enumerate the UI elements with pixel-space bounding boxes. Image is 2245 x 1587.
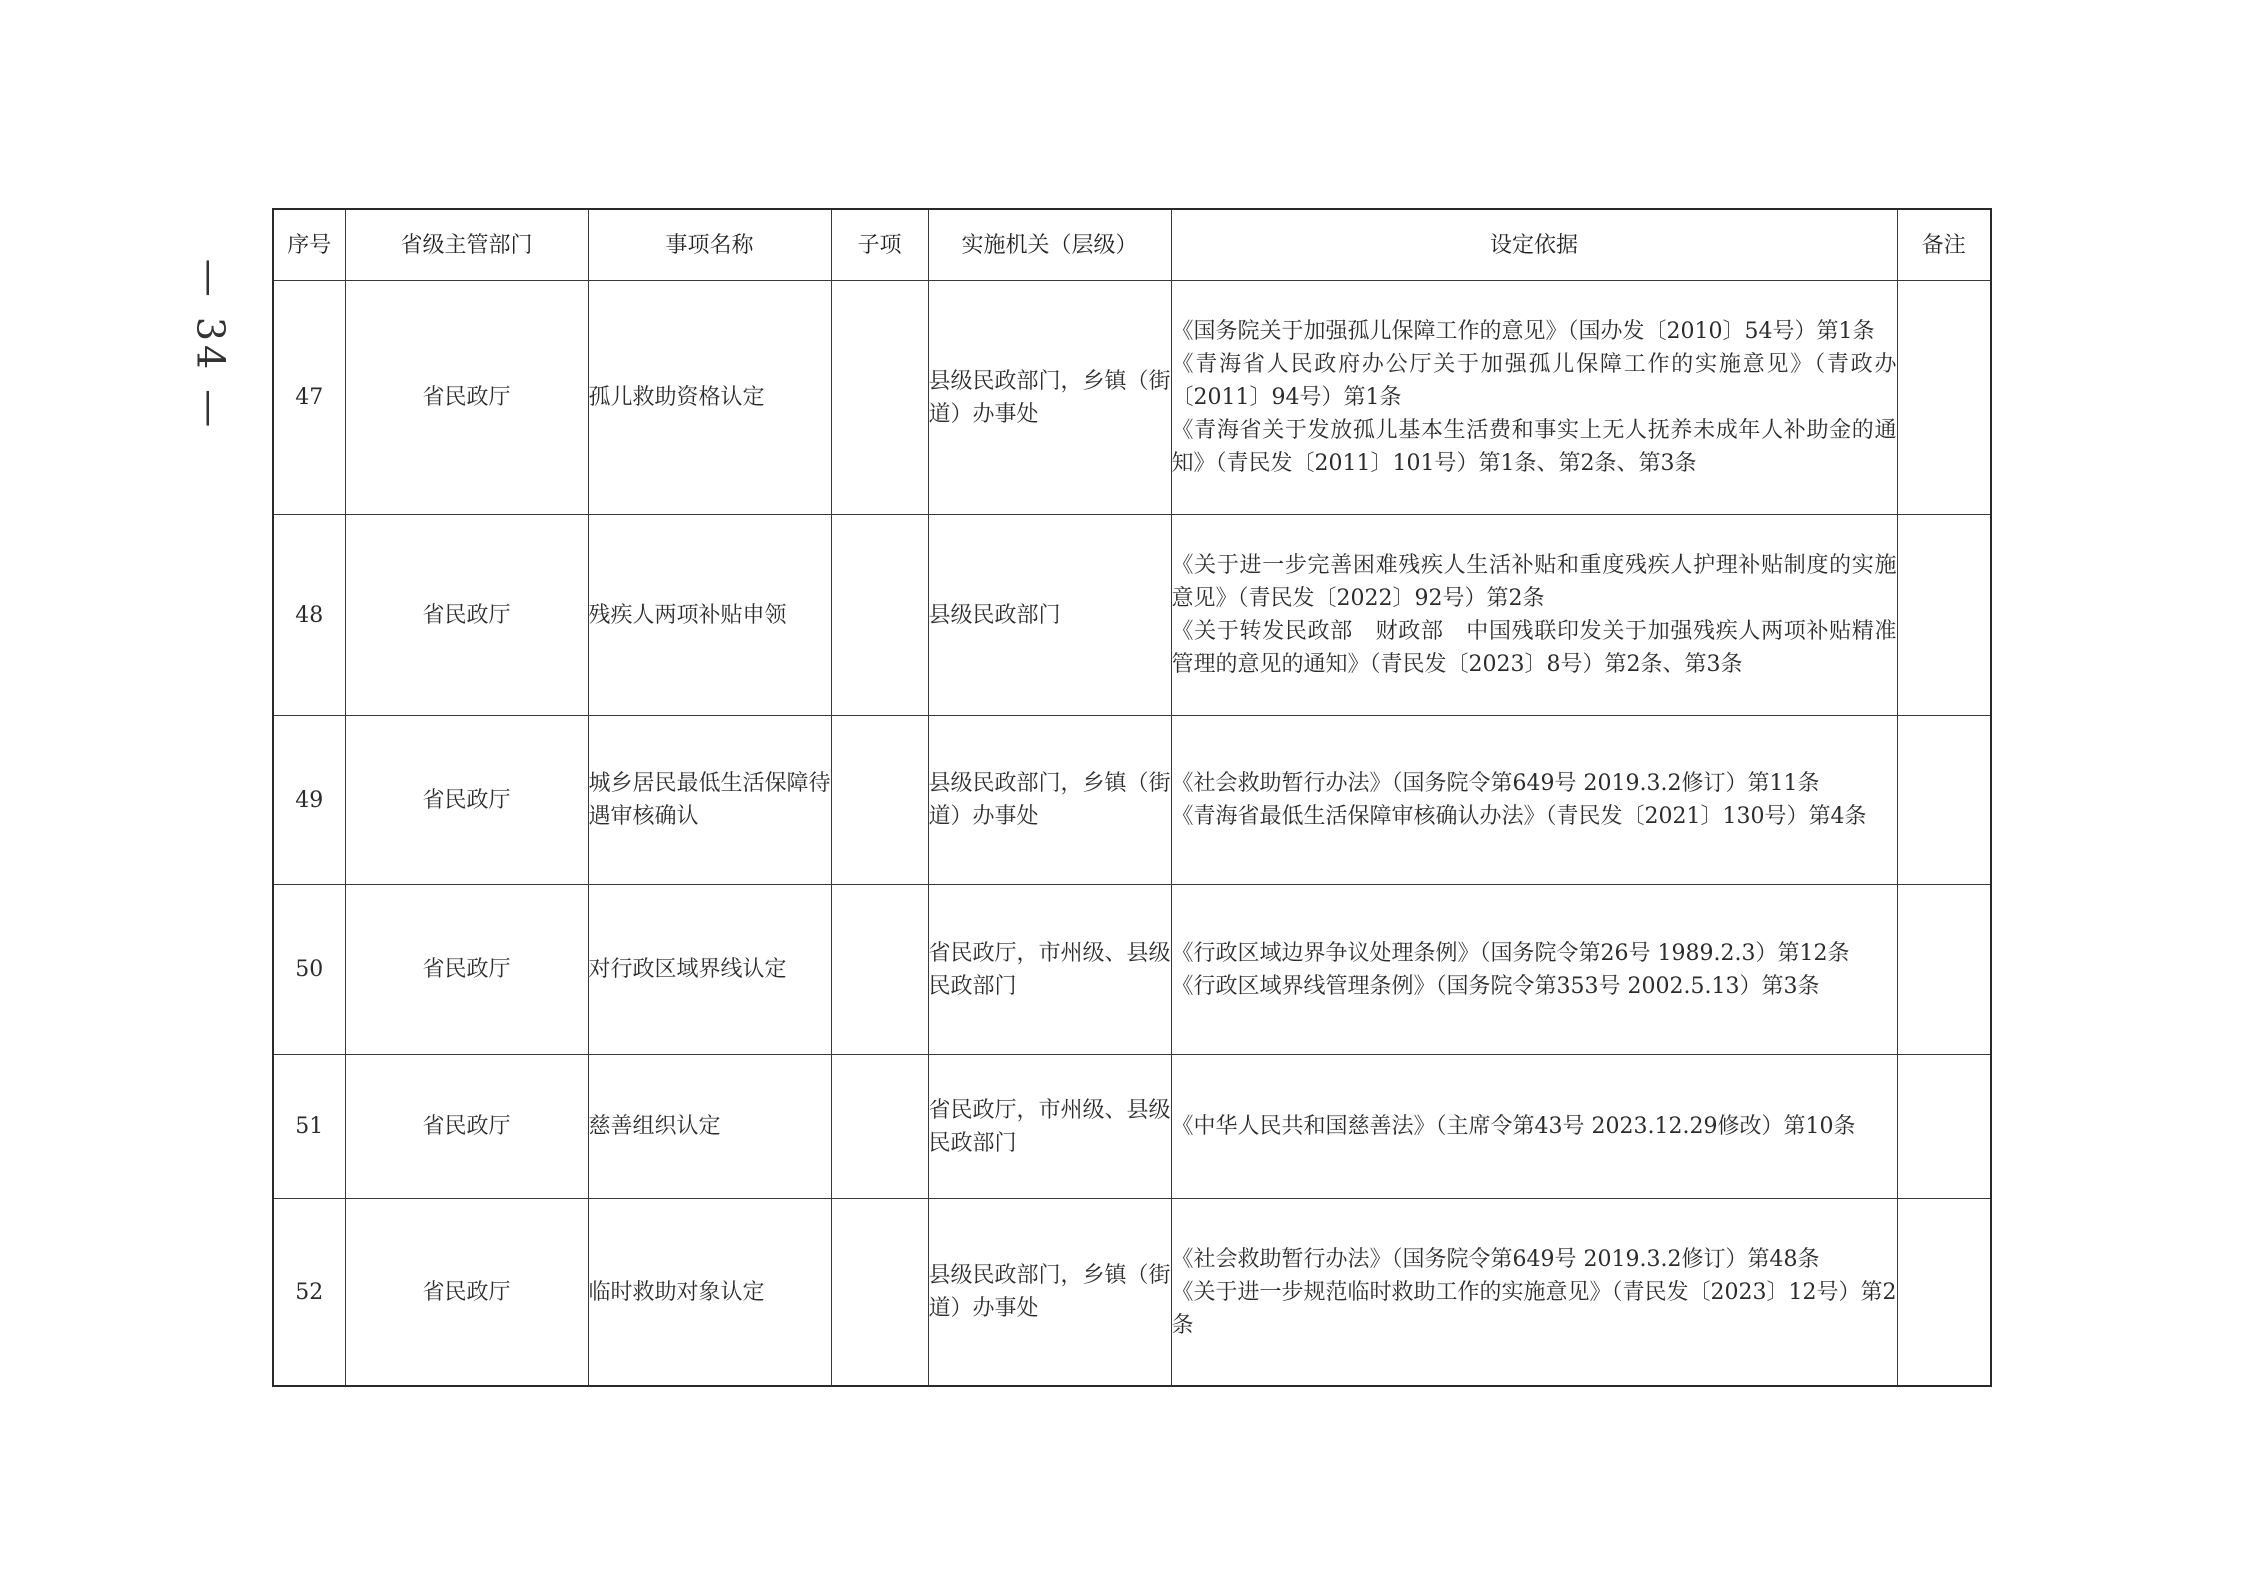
page-number-text: — 34 — [188,258,233,432]
header-org: 实施机关（层级） [928,209,1171,281]
cell-dept: 省民政厅 [345,716,588,885]
basis-line: 《青海省关于发放孤儿基本生活费和事实上无人抚养未成年人补助金的通知》（青民发〔2011〕101号）第1条、第2条、第3条 [1171,418,1897,476]
cell-sub [831,281,928,515]
cell-seq: 47 [273,281,345,515]
cell-org: 省民政厅，市州级、县级民政部门 [928,1055,1171,1199]
cell-org: 县级民政部门，乡镇（街道）办事处 [928,1199,1171,1387]
cell-dept: 省民政厅 [345,281,588,515]
cell-name: 对行政区域界线认定 [588,885,831,1055]
basis-line: 《社会救助暂行办法》（国务院令第649号 2019.3.2修订）第48条 [1171,1246,1820,1272]
cell-note [1897,1199,1991,1387]
basis-line: 《国务院关于加强孤儿保障工作的意见》（国办发〔2010〕54号）第1条 [1171,319,1875,344]
cell-note [1897,716,1991,885]
table-row [273,716,1991,885]
cell-dept: 省民政厅 [345,1199,588,1387]
cell-note [1897,281,1991,515]
cell-org: 县级民政部门 [928,515,1171,716]
cell-seq: 51 [273,1055,345,1199]
cell-basis [1171,885,1897,1055]
header-seq: 序号 [273,209,345,281]
cell-seq: 48 [273,515,345,716]
cell-basis [1171,716,1897,885]
cell-name: 孤儿救助资格认定 [588,281,831,515]
cell-seq: 50 [273,885,345,1055]
header-dept: 省级主管部门 [345,209,588,281]
basis-line: 《社会救助暂行办法》（国务院令第649号 2019.3.2修订）第11条 [1171,771,1820,796]
cell-basis [1171,281,1897,515]
basis-line: 《中华人民共和国慈善法》（主席令第43号 2023.12.29修改）第10条 [1171,1114,1856,1139]
cell-name: 残疾人两项补贴申领 [588,515,831,716]
cell-sub [831,1199,928,1387]
table-row [273,281,1991,515]
cell-note [1897,1055,1991,1199]
cell-basis [1171,1199,1897,1387]
cell-basis [1171,1055,1897,1199]
table-row [273,1199,1991,1387]
cell-note [1897,515,1991,716]
cell-sub [831,515,928,716]
cell-seq: 49 [273,716,345,885]
cell-name: 慈善组织认定 [588,1055,831,1199]
cell-basis [1171,515,1897,716]
table-row [273,885,1991,1055]
cell-sub [831,716,928,885]
cell-note [1897,885,1991,1055]
cell-org: 省民政厅，市州级、县级民政部门 [928,885,1171,1055]
table-row [273,515,1991,716]
cell-dept: 省民政厅 [345,885,588,1055]
table-row [273,1055,1991,1199]
cell-sub [831,885,928,1055]
header-basis: 设定依据 [1171,209,1897,281]
cell-org: 县级民政部门，乡镇（街道）办事处 [928,716,1171,885]
item-table [272,208,1992,1387]
cell-name: 临时救助对象认定 [588,1199,831,1387]
cell-org: 县级民政部门，乡镇（街道）办事处 [928,281,1171,515]
basis-line: 《青海省人民政府办公厅关于加强孤儿保障工作的实施意见》（青政办〔2011〕94号）第1条 [1171,352,1897,410]
header-sub: 子项 [831,209,928,281]
basis-line: 《青海省最低生活保障审核确认办法》（青民发〔2021〕130号）第4条 [1171,804,1867,829]
cell-name: 城乡居民最低生活保障待遇审核确认 [588,716,831,885]
header-name: 事项名称 [588,209,831,281]
header-note: 备注 [1897,209,1991,281]
basis-line: 《关于进一步完善困难残疾人生活补贴和重度残疾人护理补贴制度的实施意见》（青民发〔2022〕92号）第2条 [1171,553,1897,611]
basis-line: 《关于转发民政部 财政部 中国残联印发关于加强残疾人两项补贴精准管理的意见的通知》（青民发〔2023〕8号）第2条、第3条 [1171,619,1897,677]
cell-seq: 52 [273,1199,345,1387]
cell-dept: 省民政厅 [345,515,588,716]
basis-line: 《行政区域界线管理条例》（国务院令第353号 2002.5.13）第3条 [1171,973,1820,999]
basis-line: 《关于进一步规范临时救助工作的实施意见》（青民发〔2023〕12号）第2条 [1171,1279,1897,1338]
cell-dept: 省民政厅 [345,1055,588,1199]
basis-line: 《行政区域边界争议处理条例》（国务院令第26号 1989.2.3）第12条 [1171,940,1850,966]
table-header-row [273,209,1991,281]
page-number [175,255,245,435]
cell-sub [831,1055,928,1199]
